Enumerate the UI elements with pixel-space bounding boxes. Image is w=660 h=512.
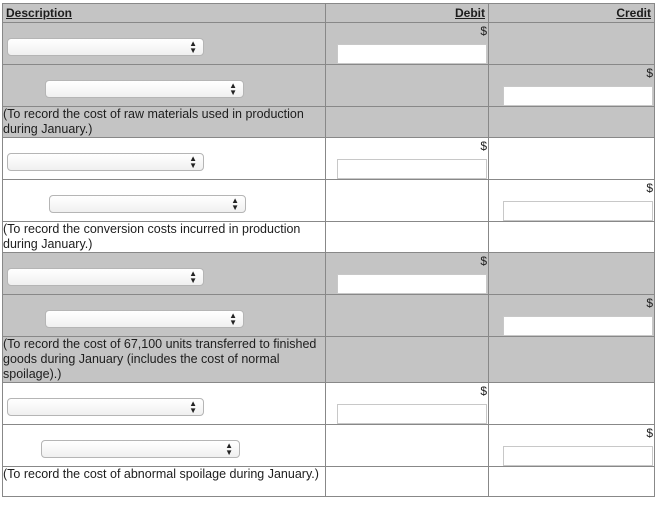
- dollar-sign: $: [480, 24, 487, 38]
- credit-cell: [489, 467, 655, 497]
- journal-entry-table: [2, 3, 655, 497]
- select-arrows-icon: ▲ ▼: [189, 399, 197, 415]
- debit-cell: [326, 222, 489, 253]
- credit-cell: [489, 138, 655, 180]
- entry-2-debit-account-select[interactable]: [7, 153, 204, 171]
- entry-1-credit-account-select[interactable]: [45, 80, 244, 98]
- debit-header: Debit: [326, 4, 489, 23]
- entry-2-memo: (To record the conversion costs incurred in production during January.): [3, 222, 326, 253]
- entry-1-debit-account-select[interactable]: [7, 38, 204, 56]
- entry-1-debit-row: [3, 23, 655, 65]
- description-cell: [3, 138, 326, 180]
- entry-4-credit-account-select[interactable]: [41, 440, 240, 458]
- description-cell: [3, 295, 326, 337]
- debit-cell: [326, 107, 489, 138]
- credit-cell: [489, 23, 655, 65]
- description-cell: [3, 65, 326, 107]
- select-arrows-icon: ▲ ▼: [229, 311, 237, 327]
- entry-1-memo: (To record the cost of raw materials used in production during January.): [3, 107, 326, 138]
- description-cell: [3, 23, 326, 65]
- debit-cell: [326, 295, 489, 337]
- entry-2-credit-account-select[interactable]: [49, 195, 246, 213]
- debit-cell: [326, 180, 489, 222]
- select-arrows-icon: ▲ ▼: [189, 154, 197, 170]
- entry-3-debit-row: [3, 253, 655, 295]
- credit-cell: [489, 253, 655, 295]
- dollar-sign: $: [646, 296, 653, 310]
- entry-3-memo-row: [3, 337, 655, 383]
- entry-3-credit-amount-input[interactable]: [503, 316, 653, 336]
- entry-3-debit-account-select[interactable]: [7, 268, 204, 286]
- debit-cell: [326, 23, 489, 65]
- credit-cell: [489, 222, 655, 253]
- entry-1-debit-amount-input[interactable]: [337, 44, 487, 64]
- entry-4-memo: (To record the cost of abnormal spoilage during January.): [3, 467, 326, 497]
- credit-cell: [489, 65, 655, 107]
- credit-cell: [489, 107, 655, 138]
- description-header: Description: [3, 4, 326, 23]
- dollar-sign: $: [646, 66, 653, 80]
- select-arrows-icon: ▲ ▼: [229, 81, 237, 97]
- entry-4-credit-row: [3, 425, 655, 467]
- entry-3-credit-row: [3, 295, 655, 337]
- entry-3-memo: (To record the cost of 67,100 units transferred to finished goods during January (includes the cost of normal spoilage).): [3, 337, 326, 383]
- debit-cell: [326, 253, 489, 295]
- entry-4-debit-amount-input[interactable]: [337, 404, 487, 424]
- entry-4-credit-amount-input[interactable]: [503, 446, 653, 466]
- debit-cell: [326, 425, 489, 467]
- entry-2-debit-amount-input[interactable]: [337, 159, 487, 179]
- dollar-sign: $: [480, 254, 487, 268]
- credit-cell: [489, 425, 655, 467]
- select-arrows-icon: ▲ ▼: [225, 441, 233, 457]
- entry-2-credit-row: [3, 180, 655, 222]
- debit-cell: [326, 65, 489, 107]
- entry-2-memo-row: [3, 222, 655, 253]
- entry-1-memo-row: [3, 107, 655, 138]
- select-arrows-icon: ▲ ▼: [231, 196, 239, 212]
- entry-1-credit-row: [3, 65, 655, 107]
- credit-cell: [489, 337, 655, 383]
- credit-cell: [489, 295, 655, 337]
- dollar-sign: $: [646, 181, 653, 195]
- dollar-sign: $: [646, 426, 653, 440]
- table-header-row: [3, 4, 655, 23]
- entry-2-debit-row: [3, 138, 655, 180]
- entry-4-debit-account-select[interactable]: [7, 398, 204, 416]
- select-arrows-icon: ▲ ▼: [189, 39, 197, 55]
- entry-2-credit-amount-input[interactable]: [503, 201, 653, 221]
- description-cell: [3, 253, 326, 295]
- credit-cell: [489, 180, 655, 222]
- debit-cell: [326, 138, 489, 180]
- dollar-sign: $: [480, 384, 487, 398]
- description-cell: [3, 180, 326, 222]
- credit-cell: [489, 383, 655, 425]
- debit-cell: [326, 337, 489, 383]
- debit-cell: [326, 383, 489, 425]
- credit-header: Credit: [489, 4, 655, 23]
- description-cell: [3, 425, 326, 467]
- dollar-sign: $: [480, 139, 487, 153]
- select-arrows-icon: ▲ ▼: [189, 269, 197, 285]
- description-cell: [3, 383, 326, 425]
- entry-1-credit-amount-input[interactable]: [503, 86, 653, 106]
- entry-3-credit-account-select[interactable]: [45, 310, 244, 328]
- debit-cell: [326, 467, 489, 497]
- entry-4-debit-row: [3, 383, 655, 425]
- entry-4-memo-row: [3, 467, 655, 497]
- entry-3-debit-amount-input[interactable]: [337, 274, 487, 294]
